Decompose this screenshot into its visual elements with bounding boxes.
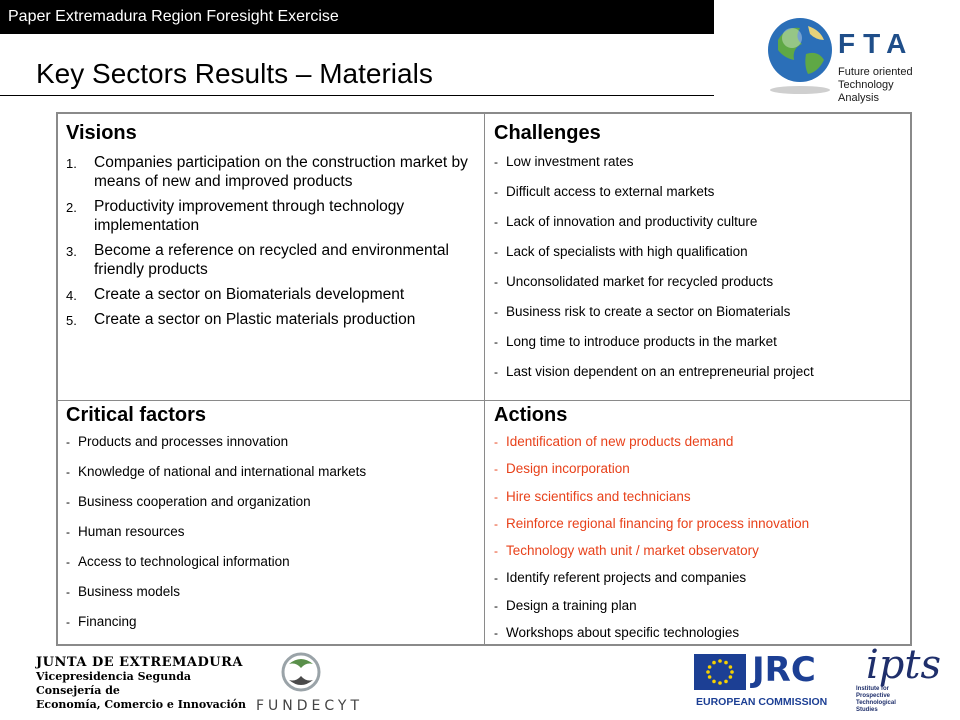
jrc-text: JRC (752, 650, 816, 690)
critical-factors-heading: Critical factors (66, 404, 207, 426)
visions-quadrant (66, 122, 480, 335)
actions-quadrant (494, 404, 908, 651)
list-item: - Last vision dependent on an entrepreneurial project (494, 363, 908, 393)
junta-line: JUNTA DE EXTREMADURA (36, 655, 244, 670)
ipts-subtitle (856, 686, 916, 714)
ipts-subtitle-line: Prospective (856, 693, 891, 699)
ipts-subtitle-line: Institute for (856, 686, 889, 692)
junta-line: Consejería de (36, 684, 120, 697)
item-number: 2. (66, 200, 77, 215)
visions-list (66, 153, 480, 329)
item-number: 1. (66, 156, 77, 171)
visions-heading: Visions (66, 122, 137, 144)
list-item (66, 241, 480, 279)
fta-subtitle (838, 66, 938, 105)
list-item: - Business models (66, 583, 480, 613)
fta-letters: FTA (838, 28, 915, 59)
eu-flag-icon (694, 654, 746, 690)
fta-subtitle-line: Technology (838, 79, 894, 91)
list-item: - Reinforce regional financing for process innovation (494, 515, 908, 542)
item-text: Productivity improvement through technology implementation (94, 198, 405, 234)
list-item: - Hire scientifics and technicians (494, 488, 908, 515)
results-grid (56, 112, 912, 646)
critical-factors-quadrant (66, 404, 480, 643)
list-item: - Long time to introduce products in the market (494, 333, 908, 363)
list-item: - Difficult access to external markets (494, 183, 908, 213)
challenges-list (494, 153, 908, 393)
list-item: - Products and processes innovation (66, 433, 480, 463)
critical-factors-list (66, 433, 480, 643)
page-title: Key Sectors Results – Materials (36, 58, 433, 89)
fundecyt-text: FUNDECYT (256, 698, 364, 714)
junta-line: Vicepresidencia Segunda (36, 670, 192, 683)
item-text: Create a sector on Biomaterials development (94, 286, 405, 303)
list-item: - Design incorporation (494, 460, 908, 487)
list-item: - Human resources (66, 523, 480, 553)
list-item (66, 197, 480, 235)
list-item: - Lack of innovation and productivity culture (494, 213, 908, 243)
list-item: - Identify referent projects and companies (494, 569, 908, 596)
fta-logo (764, 14, 934, 114)
list-item: - Knowledge of national and international markets (66, 463, 480, 493)
jrc-ec-logo (694, 650, 828, 710)
list-item: - Design a training plan (494, 597, 908, 624)
ipts-mark: ipts (866, 642, 941, 688)
list-item: - Lack of specialists with high qualification (494, 243, 908, 273)
european-commission-text: EUROPEAN COMMISSION (696, 696, 828, 708)
list-item: - Identification of new products demand (494, 433, 908, 460)
item-text: Become a reference on recycled and environmental friendly products (94, 242, 449, 278)
list-item (66, 285, 480, 304)
junta-line: Economía, Comercio e Innovación (36, 698, 246, 711)
list-item: - Technology wath unit / market observatory (494, 542, 908, 569)
title-divider (0, 95, 714, 96)
item-text: Companies participation on the construction market by means of new and improved products (94, 154, 468, 190)
list-item: - Workshops about specific technologies (494, 624, 908, 651)
actions-heading: Actions (494, 404, 568, 426)
list-item: - Business cooperation and organization (66, 493, 480, 523)
list-item: - Business risk to create a sector on Biomaterials (494, 303, 908, 333)
header-bar-text: Paper Extremadura Region Foresight Exercise (8, 8, 339, 25)
actions-list (494, 433, 908, 651)
fundecyt-emblem-icon (256, 650, 346, 696)
ipts-subtitle-line: Technological Studies (856, 700, 896, 713)
challenges-quadrant (494, 122, 908, 393)
list-item: - Access to technological information (66, 553, 480, 583)
list-item (66, 310, 480, 329)
list-item: - Financing (66, 613, 480, 643)
grid-horizontal-divider (58, 400, 910, 401)
fta-subtitle-line: Analysis (838, 92, 879, 104)
globe-icon (764, 14, 834, 94)
challenges-heading: Challenges (494, 122, 601, 144)
item-text: Create a sector on Plastic materials production (94, 311, 416, 328)
header-bar (0, 0, 714, 34)
list-item (66, 153, 480, 191)
item-number: 4. (66, 288, 77, 303)
ipts-logo (856, 642, 941, 716)
item-number: 5. (66, 313, 77, 328)
fta-subtitle-line: Future oriented (838, 66, 913, 78)
item-number: 3. (66, 244, 77, 259)
list-item: - Low investment rates (494, 153, 908, 183)
grid-vertical-divider (484, 114, 485, 644)
junta-extremadura-logo (36, 656, 246, 712)
fundecyt-logo (256, 650, 364, 718)
list-item: - Unconsolidated market for recycled products (494, 273, 908, 303)
